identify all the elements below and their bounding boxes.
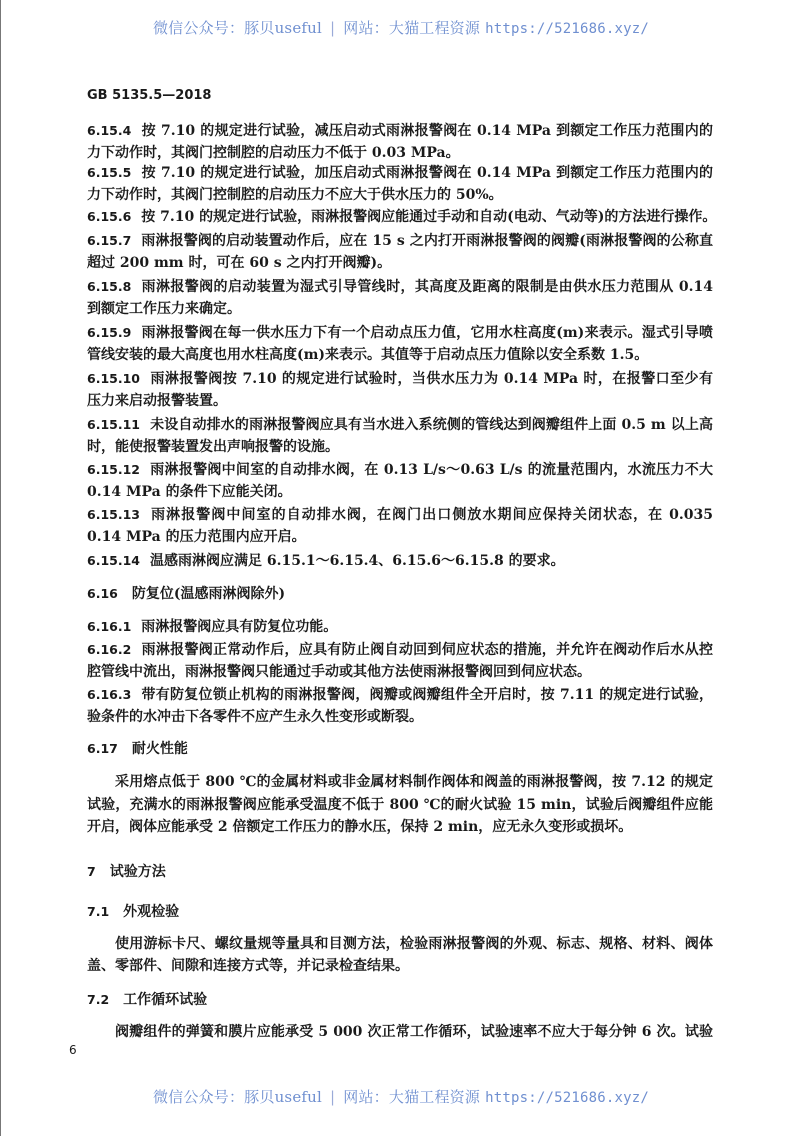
clause (87, 1021, 713, 1043)
line-text: 按 7.10 的规定进行试验，减压启动式雨淋报警阀在 0.14 MPa 到额定工作压力范围内的 (141, 123, 713, 139)
watermark-url: https://521686.xyz/ (485, 21, 650, 37)
watermark-top: 微信公众号：豚贝useful | 网站：大猫工程资源 https://521686.xyz/ (152, 19, 650, 37)
clause-number: 6.15.8 (87, 279, 132, 294)
text-line (87, 481, 713, 503)
line-text: 0.14 MPa 的条件下应能关闭。 (87, 484, 292, 500)
text-line (87, 816, 713, 839)
text-line (87, 616, 713, 638)
line-text: 试验方法 (109, 864, 166, 880)
text-line (87, 861, 713, 883)
clause-number: 6.15.10 (87, 371, 140, 386)
text-line (87, 162, 713, 184)
clause-number: 6.15.12 (87, 462, 140, 477)
section-heading (87, 738, 713, 760)
line-text: 超过 200 mm 时，可在 60 s 之内打开阀瓣)。 (87, 255, 392, 271)
text-line (87, 276, 713, 298)
line-text: 阀瓣组件的弹簧和膜片应能承受 5 000 次正常工作循环，试验速率不应大于每分钟 6 次。试验 (115, 1024, 713, 1040)
section-heading (87, 989, 713, 1011)
text-line (87, 436, 713, 458)
text-line (87, 989, 713, 1011)
clause (87, 684, 713, 728)
line-text: 使用游标卡尺、螺纹量规等量具和目测方法，检验雨淋报警阀的外观、标志、规格、材料、阀体 (115, 936, 713, 952)
line-text: 试验，充满水的雨淋报警阀应能承受温度不低于 800 ℃的耐火试验 15 min，试验后阀瓣组件应能 (87, 796, 713, 813)
text-line (87, 322, 713, 344)
section-heading (87, 583, 713, 605)
clause-number: 6.15.7 (87, 233, 132, 248)
line-text: 雨淋报警阀中间室的自动排水阀，在阀门出口侧放水期间应保持关闭状态，在 0.035 (150, 507, 713, 523)
line-text: 耐火性能 (131, 741, 188, 757)
text-line (87, 230, 713, 252)
text-line (87, 583, 713, 605)
line-text: 0.14 MPa 的压力范围内应开启。 (87, 529, 306, 545)
clause-number: 6.16.1 (87, 619, 132, 634)
text-line (87, 526, 713, 548)
text-line (87, 504, 713, 526)
line-text: 温感雨淋阀应满足 6.15.1～6.15.4、6.15.6～6.15.8 的要求。 (150, 553, 565, 569)
line-text: 雨淋报警阀按 7.10 的规定进行试验时，当供水压力为 0.14 MPa 时，在报警口至少有 (150, 371, 713, 387)
clause (87, 459, 713, 503)
clause-number: 6.16.3 (87, 687, 132, 702)
text-line (87, 298, 713, 320)
text-line (87, 414, 713, 436)
text-line (87, 184, 713, 206)
clause-number: 6.16.2 (87, 642, 132, 657)
clause (87, 368, 713, 412)
clause-number: 6.15.4 (87, 123, 132, 138)
line-text: 采用熔点低于 800 ℃的金属材料或非金属材料制作阀体和阀盖的雨淋报警阀，按 7.12 的规定 (115, 774, 713, 790)
line-text: 带有防复位锁止机构的雨淋报警阀，阀瓣或阀瓣组件全开启时，按 7.11 的规定进行试验， (141, 687, 713, 703)
text-line (87, 344, 713, 366)
line-text: 雨淋报警阀在每一供水压力下有一个启动点压力值，它用水柱高度(m)来表示。湿式引导喷 (141, 325, 713, 341)
text-line (87, 368, 713, 390)
clause (87, 162, 713, 206)
line-text: 防复位(温感雨淋阀除外) (131, 586, 286, 602)
line-text: 按 7.10 的规定进行试验，加压启动式雨淋报警阀在 0.14 MPa 到额定工作压力范围内的 (141, 165, 713, 181)
clause (87, 230, 713, 274)
text-line (87, 459, 713, 481)
text-line (87, 738, 713, 760)
text-line (87, 794, 713, 817)
text-line (87, 142, 713, 164)
line-text: 雨淋报警阀的启动装置为湿式引导管线时，其高度及距离的限制是由供水压力范围从 0.14 (141, 279, 713, 295)
line-text: 盖、零部件、间隙和连接方式等，并记录检查结果。 (87, 958, 409, 974)
watermark-site: 网站：大猫工程资源 (343, 19, 481, 37)
text-line (87, 206, 717, 228)
text-line (87, 390, 713, 412)
text-line (87, 639, 713, 661)
line-text: 雨淋报警阀应具有防复位功能。 (141, 619, 338, 635)
line-text: 工作循环试验 (123, 992, 208, 1008)
text-line (87, 252, 713, 274)
watermark-site: 网站：大猫工程资源 (343, 1088, 481, 1106)
line-text: 力下动作时，其阀门控制腔的启动压力不应大于供水压力的 50%。 (87, 187, 503, 203)
line-text: 雨淋报警阀正常动作后，应具有防止阀自动回到伺应状态的措施，并允许在阀动作后水从控 (141, 642, 713, 658)
text-line (87, 933, 713, 955)
line-text: 压力来启动报警装置。 (87, 393, 227, 409)
clause (87, 414, 713, 458)
standard-code-header: GB 5135.5—2018 (87, 88, 212, 103)
section-heading (87, 901, 713, 923)
clause-number: 6.15.11 (87, 417, 140, 432)
watermark-wechat: 微信公众号：豚贝useful (152, 19, 323, 37)
line-text: 外观检验 (123, 904, 180, 920)
clause-number: 7 (87, 864, 96, 879)
section-heading (87, 861, 713, 883)
line-text: 开启，阀体应能承受 2 倍额定工作压力的静水压，保持 2 min，应无永久变形或损坏。 (87, 819, 633, 835)
clause (87, 550, 713, 572)
text-line (87, 550, 713, 572)
text-line (87, 684, 713, 706)
clause-number: 6.15.13 (87, 507, 140, 522)
clause (87, 771, 713, 839)
clause-number: 6.15.5 (87, 165, 132, 180)
clause (87, 206, 717, 228)
line-text: 管线安装的最大高度也用水柱高度(m)来表示。其值等于启动点压力值除以安全系数 1.5。 (87, 347, 649, 363)
watermark-url: https://521686.xyz/ (485, 1090, 650, 1106)
clause-number: 6.15.9 (87, 325, 132, 340)
clause (87, 322, 713, 366)
line-text: 腔管线中流出，雨淋报警阀只能通过手动或其他方法使雨淋报警阀回到伺应状态。 (87, 664, 591, 680)
text-line (87, 661, 713, 683)
line-text: 按 7.10 的规定进行试验，雨淋报警阀应能通过手动和自动(电动、气动等)的方法进行操作。 (141, 209, 717, 225)
line-text: 力下动作时，其阀门控制腔的启动压力不低于 0.03 MPa。 (87, 145, 460, 161)
watermark-wechat: 微信公众号：豚贝useful (152, 1088, 323, 1106)
clause (87, 504, 713, 548)
clause-number: 6.15.14 (87, 553, 140, 568)
clause-number: 6.16 (87, 586, 118, 601)
clause-number: 7.2 (87, 992, 110, 1007)
line-text: 到额定工作压力来确定。 (87, 301, 241, 317)
line-text: 验条件的水冲击下各零件不应产生永久性变形或断裂。 (87, 709, 423, 725)
clause (87, 639, 713, 683)
line-text: 时，能使报警装置发出声响报警的设施。 (87, 439, 339, 455)
text-line (87, 120, 713, 142)
clause-number: 6.17 (87, 741, 118, 756)
text-line (87, 1021, 713, 1043)
line-text: 雨淋报警阀中间室的自动排水阀，在 0.13 L/s～0.63 L/s 的流量范围内，水流压力不大 (150, 462, 713, 478)
clause-number: 7.1 (87, 904, 110, 919)
clause-number: 6.15.6 (87, 209, 132, 224)
text-line (87, 771, 713, 794)
line-text: 雨淋报警阀的启动装置动作后，应在 15 s 之内打开雨淋报警阀的阀瓣(雨淋报警阀的公称直 (141, 233, 713, 249)
watermark-bottom: 微信公众号：豚贝useful | 网站：大猫工程资源 https://521686.xyz/ (152, 1088, 650, 1106)
clause (87, 933, 713, 977)
text-line (87, 706, 713, 728)
text-line (87, 955, 713, 977)
clause (87, 616, 713, 638)
line-text: 未设自动排水的雨淋报警阀应具有当水进入系统侧的管线达到阀瓣组件上面 0.5 m 以上高 (150, 417, 713, 433)
text-line (87, 901, 713, 923)
page-number: 6 (69, 1043, 77, 1057)
clause (87, 276, 713, 320)
clause (87, 120, 713, 164)
